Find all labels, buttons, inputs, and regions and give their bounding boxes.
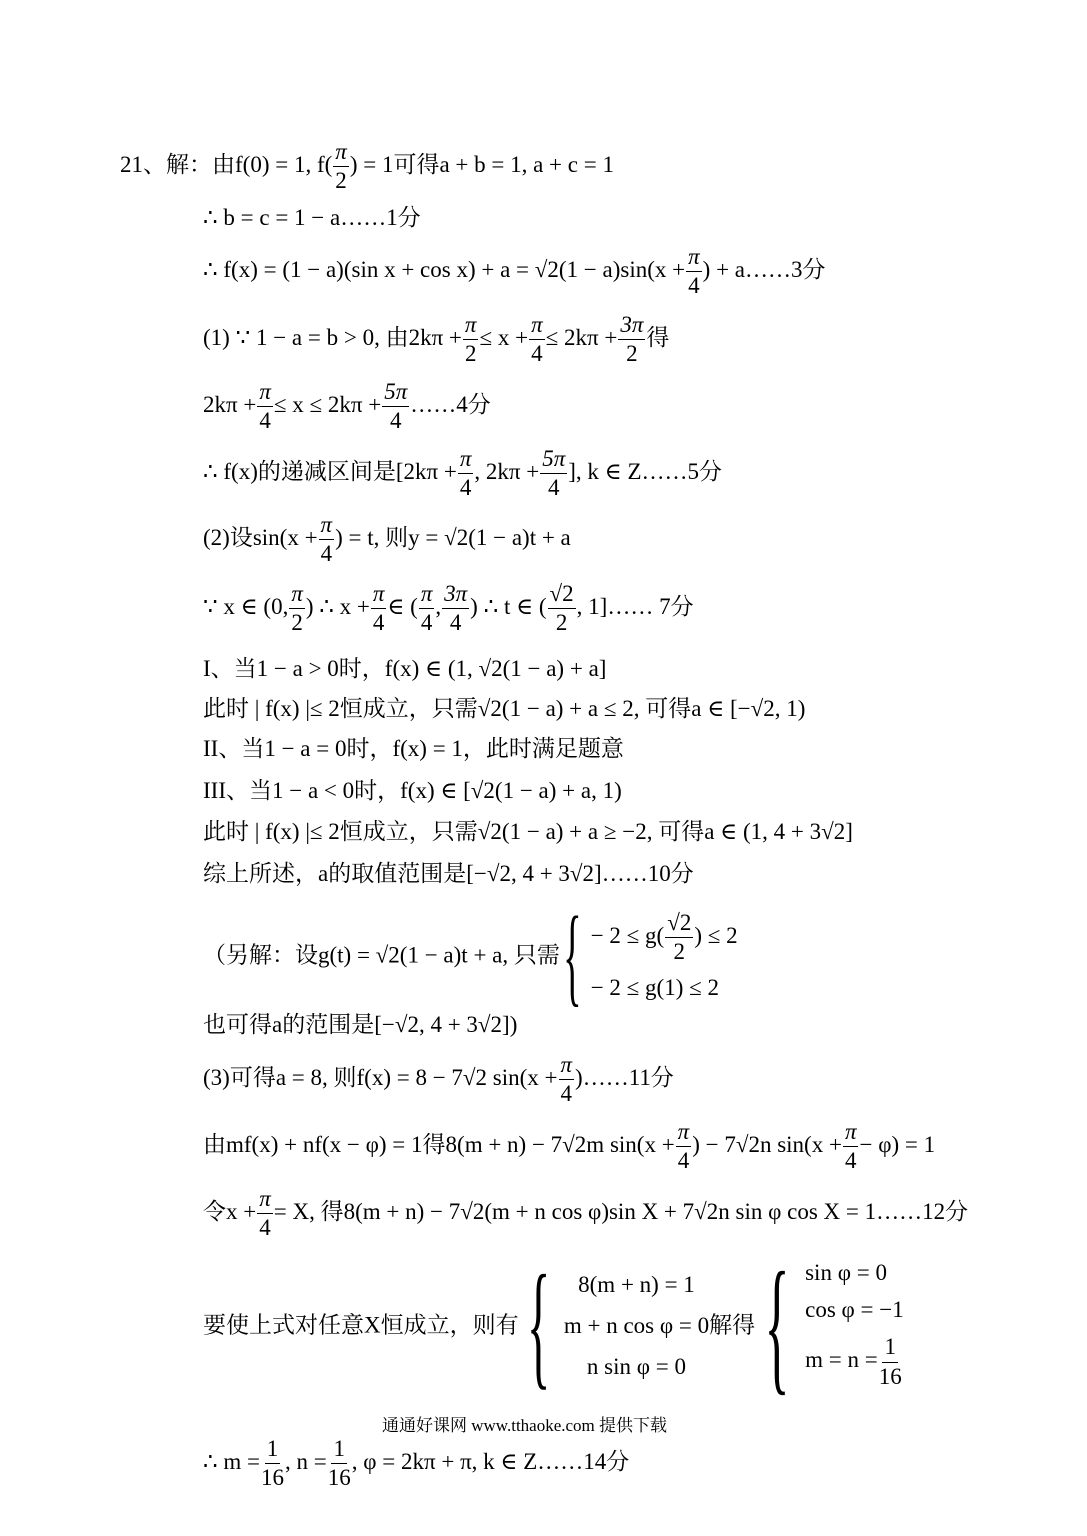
text: III、当1 − a < 0时，f(x) ∈ [√2(1 − a) + a, 1) — [203, 778, 622, 803]
denominator: 4 — [259, 1215, 271, 1241]
system-rows — [564, 1273, 709, 1378]
line-4 — [203, 313, 669, 366]
text: (3)可得a = 8, 则f(x) = 8 − 7√2 sin(x + — [203, 1064, 558, 1090]
fraction — [257, 1187, 273, 1240]
text: 也可得a的范围是[−√2, 4 + 3√2]) — [203, 1012, 518, 1037]
text: （另解：设g(t) = √2(1 − a)t + a, 只需 — [203, 942, 560, 968]
line-17 — [203, 1053, 674, 1106]
text: , — [435, 593, 442, 619]
denominator: 4 — [677, 1148, 690, 1174]
line-6 — [203, 447, 722, 500]
numerator: 1 — [331, 1437, 347, 1464]
fraction — [371, 582, 387, 635]
line-3 — [203, 245, 826, 298]
fraction — [529, 313, 545, 366]
numerator: π — [529, 313, 545, 340]
line-16 — [203, 1013, 517, 1036]
denominator: 4 — [560, 1081, 573, 1107]
system-of-equations-1 — [519, 1247, 710, 1402]
text: 解得 — [709, 1312, 756, 1338]
numerator: √2 — [548, 582, 576, 609]
system-row: − 2 ≤ g(1) ≤ 2 — [590, 975, 719, 1001]
system-rows — [591, 911, 738, 999]
numerator: π — [676, 1120, 692, 1147]
line-21 — [203, 1437, 629, 1490]
fraction — [686, 245, 702, 298]
numerator: 1 — [882, 1335, 898, 1362]
text: , φ = 2kπ + π, k ∈ Z……14分 — [351, 1448, 630, 1474]
left-brace: { — [563, 894, 582, 1016]
fraction — [261, 1437, 284, 1490]
numerator: π — [289, 582, 305, 609]
text: ) ∴ x + — [305, 593, 370, 619]
text: II、当1 − a = 0时，f(x) = 1，此时满足题意 — [203, 736, 624, 761]
text: , 2kπ + — [474, 458, 540, 484]
denominator: 4 — [449, 610, 462, 636]
fraction — [548, 582, 576, 635]
denominator: 2 — [291, 610, 303, 636]
line-20 — [203, 1242, 904, 1408]
numerator: π — [333, 140, 349, 167]
system-rows — [805, 1261, 904, 1388]
denominator: 16 — [327, 1465, 351, 1491]
line-8 — [203, 582, 694, 635]
left-brace: { — [764, 1242, 790, 1408]
denominator: 2 — [335, 168, 347, 194]
denominator: 4 — [420, 610, 433, 636]
numerator: π — [257, 380, 273, 407]
numerator: π — [419, 582, 435, 609]
line-14 — [203, 862, 694, 885]
fraction — [559, 1053, 575, 1106]
text: ∵ x ∈ (0, — [203, 593, 289, 619]
denominator: 4 — [548, 475, 560, 501]
fraction — [328, 1437, 351, 1490]
fraction — [419, 582, 435, 635]
text: ∴ f(x) = (1 − a)(sin x + cos x) + a = √2(1 − a)sin(x + — [203, 256, 686, 282]
denominator: 4 — [372, 610, 385, 636]
numerator: π — [257, 1187, 273, 1214]
numerator: π — [371, 582, 387, 609]
numerator: √2 — [665, 911, 693, 938]
text: ∴ b = c = 1 − a……1分 — [203, 205, 421, 230]
denominator: 4 — [320, 541, 333, 567]
text: 2kπ + — [203, 391, 257, 417]
text: − φ) = 1 — [859, 1131, 936, 1157]
denominator: 4 — [259, 408, 271, 434]
system-row: cos φ = −1 — [805, 1297, 904, 1323]
text: ) = 1可得a + b = 1, a + c = 1 — [349, 151, 614, 177]
denominator: 2 — [626, 341, 638, 367]
fraction — [333, 140, 349, 193]
numerator: π — [319, 513, 335, 540]
text: 综上所述，a的取值范围是[−√2, 4 + 3√2]……10分 — [203, 861, 694, 886]
text: m = n = — [805, 1347, 878, 1373]
text: )……11分 — [575, 1064, 674, 1090]
text: ≤ x + — [479, 324, 529, 350]
text: ) ≤ 2 — [694, 922, 738, 948]
text: (2)设sin(x + — [203, 524, 318, 550]
text: , 1]…… 7分 — [576, 593, 694, 619]
denominator: 4 — [531, 341, 543, 367]
fraction — [540, 447, 567, 500]
denominator: 2 — [464, 341, 477, 367]
text: ∴ m = — [203, 1448, 260, 1474]
system-row: 8(m + n) = 1 — [578, 1271, 695, 1297]
text: ) = t, 则y = √2(1 − a)t + a — [335, 524, 571, 550]
system-row: sin φ = 0 — [805, 1260, 887, 1286]
fraction — [382, 380, 409, 433]
line-15 — [203, 894, 738, 1016]
fraction — [442, 582, 469, 635]
text: ) + a……3分 — [702, 256, 826, 282]
text: 令x + — [203, 1198, 257, 1224]
text: ∴ f(x)的递减区间是[2kπ + — [203, 458, 457, 484]
numerator: π — [458, 447, 474, 474]
text: ], k ∈ Z……5分 — [568, 458, 722, 484]
text: ) − 7√2n sin(x + — [692, 1131, 842, 1157]
fraction — [843, 1120, 859, 1173]
denominator: 2 — [555, 610, 568, 636]
text: 由mf(x) + nf(x − φ) = 1得8(m + n) − 7√2m sin(x + — [203, 1131, 675, 1157]
text: ∈ ( — [387, 593, 418, 619]
system-row: m + n cos φ = 0 — [563, 1312, 710, 1338]
numerator: π — [463, 313, 479, 340]
text: 得 — [646, 324, 670, 350]
fraction — [289, 582, 305, 635]
denominator: 4 — [459, 475, 472, 501]
denominator: 4 — [389, 408, 402, 434]
fraction — [676, 1120, 692, 1173]
fraction — [458, 447, 474, 500]
fraction — [319, 513, 335, 566]
line-19 — [203, 1187, 968, 1240]
denominator: 2 — [673, 939, 686, 964]
text: = X, 得8(m + n) − 7√2(m + n cos φ)sin X + 7√2n sin φ cos X = 1……12分 — [273, 1198, 969, 1224]
text: (1) ∵ 1 − a = b > 0, 由2kπ + — [203, 324, 462, 350]
line-10 — [203, 697, 805, 720]
text: ……4分 — [410, 391, 491, 417]
fraction — [879, 1335, 902, 1388]
text: ) ∴ t ∈ ( — [470, 593, 547, 619]
denominator: 4 — [688, 273, 700, 299]
text: I、当1 − a > 0时，f(x) ∈ (1, √2(1 − a) + a] — [203, 656, 607, 681]
line-18 — [203, 1120, 935, 1173]
line-12 — [203, 779, 622, 802]
text: 此时 | f(x) |≤ 2恒成立，只需√2(1 − a) + a ≥ −2, 可得a ∈ (1, 4 + 3√2] — [203, 819, 853, 844]
text: ≤ x ≤ 2kπ + — [273, 391, 382, 417]
line-7 — [203, 513, 571, 566]
system-row — [805, 1335, 904, 1388]
system-of-equations-2 — [755, 1242, 904, 1408]
numerator: 3π — [442, 582, 469, 609]
line-5 — [203, 380, 491, 433]
line-2 — [203, 206, 421, 229]
numerator: π — [686, 245, 702, 272]
numerator: 5π — [382, 380, 409, 407]
numerator: 5π — [540, 447, 567, 474]
line-9 — [203, 657, 606, 680]
line-1 — [120, 140, 614, 193]
text: ≤ 2kπ + — [545, 324, 618, 350]
system-row: n sin φ = 0 — [586, 1353, 687, 1379]
left-brace: { — [526, 1247, 550, 1402]
fraction — [463, 313, 479, 366]
line-11 — [203, 737, 624, 760]
fraction — [665, 911, 693, 964]
text: 要使上式对任意X恒成立，则有 — [203, 1312, 519, 1338]
fraction — [618, 313, 645, 366]
line-13 — [203, 820, 853, 843]
numerator: π — [559, 1053, 575, 1080]
denominator: 16 — [878, 1363, 902, 1389]
denominator: 16 — [261, 1465, 284, 1491]
footer-watermark: 通通好课网 www.tthaoke.com 提供下载 — [382, 1416, 668, 1435]
system-of-inequalities — [560, 894, 738, 1016]
system-row — [591, 911, 738, 964]
text: − 2 ≤ g( — [590, 922, 665, 948]
fraction — [257, 380, 273, 433]
text: 21、解：由f(0) = 1, f( — [120, 151, 333, 177]
numerator: π — [843, 1120, 859, 1147]
text: , n = — [285, 1448, 327, 1474]
numerator: 1 — [265, 1437, 281, 1464]
denominator: 4 — [844, 1148, 857, 1174]
numerator: 3π — [618, 313, 645, 340]
text: 此时 | f(x) |≤ 2恒成立，只需√2(1 − a) + a ≤ 2, 可得a ∈ [−√2, 1) — [203, 696, 806, 721]
